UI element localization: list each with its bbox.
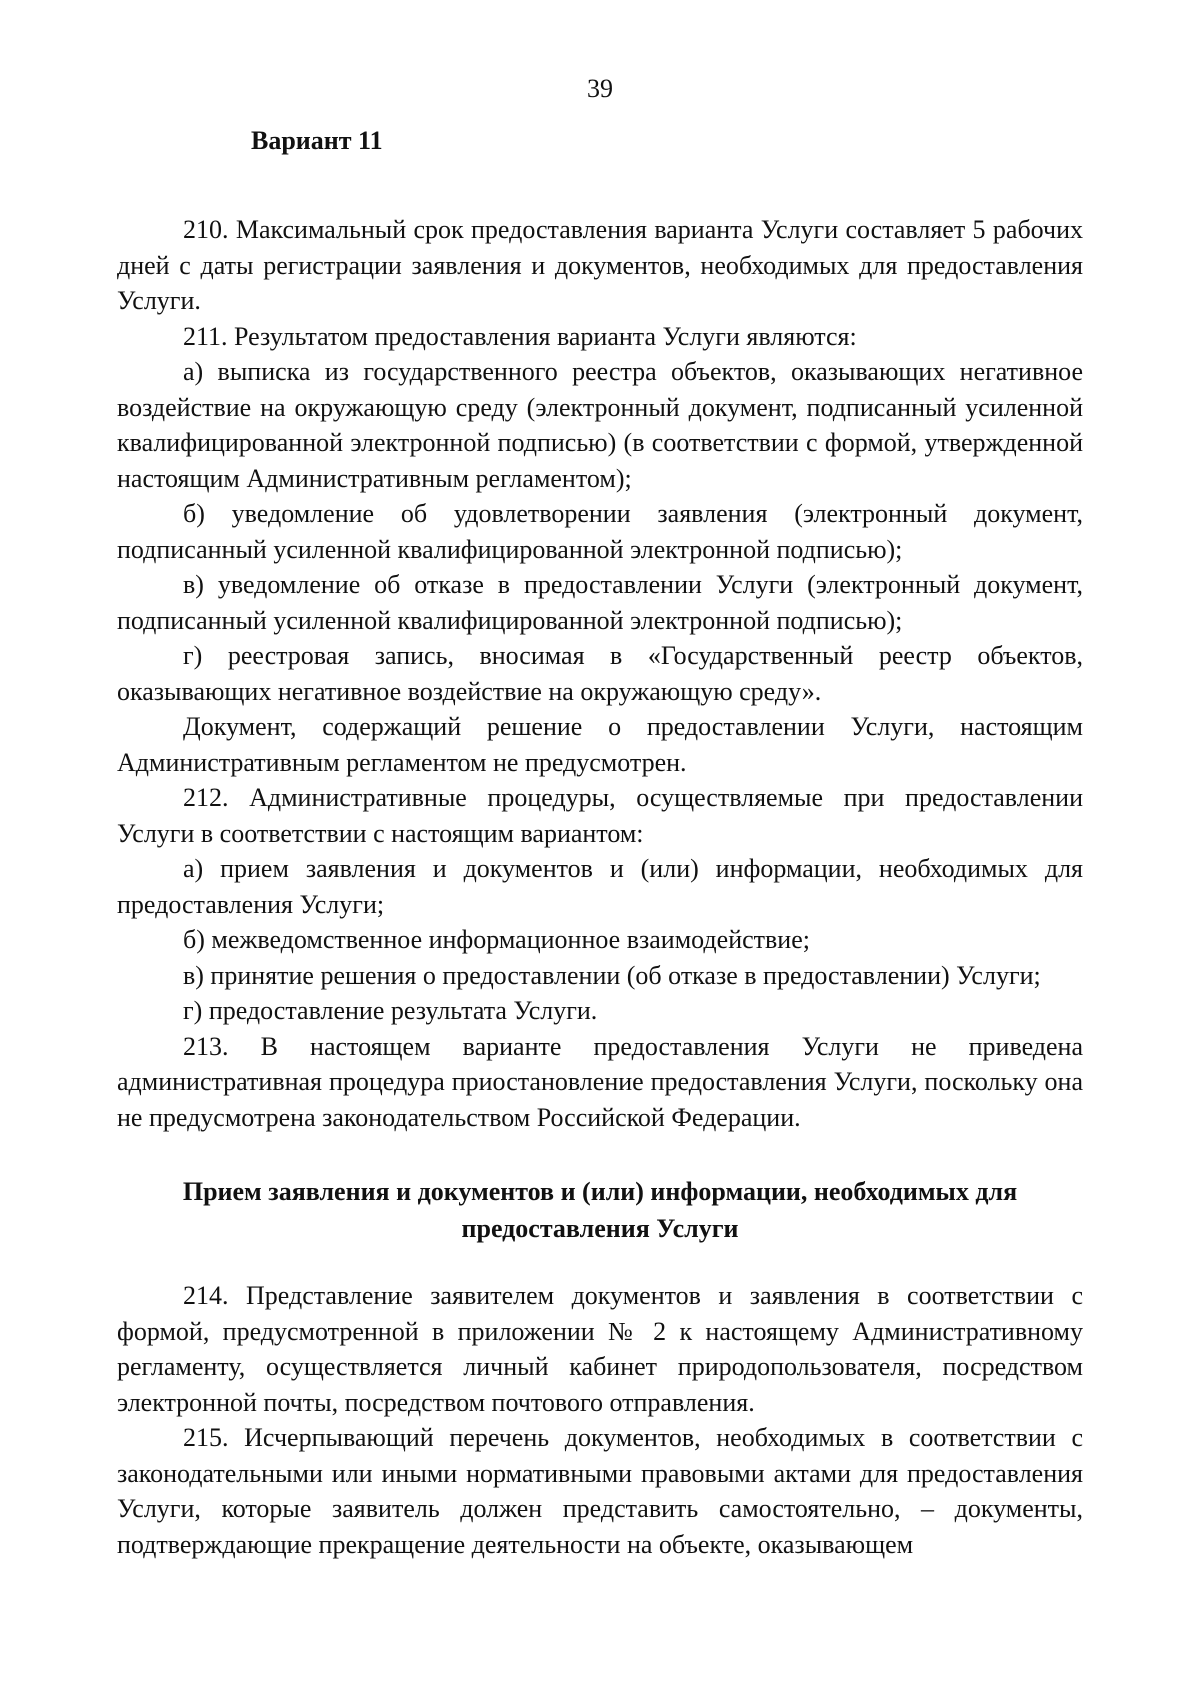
paragraph-211: 211. Результатом предоставления варианта Услуги являются: bbox=[183, 321, 857, 351]
paragraph-212-g: г) предоставление результата Услуги. bbox=[183, 996, 598, 1025]
paragraph-212-b: б) межведомственное информационное взаимодействие; bbox=[183, 925, 810, 954]
paragraph-211-b: б) уведомление об удовлетворении заявления (электронный документ, подписанный усиленной квалифицированной электронной подписью); bbox=[117, 499, 1083, 564]
paragraph-214: 214. Представление заявителем документов и заявления в соответствии с формой, предусмотренной в приложении № 2 к настоящему Административному регламенту, осуществляется личный кабинет природопользователя, посредством электронной почты, посредством почтового отправления. bbox=[117, 1281, 1083, 1417]
section-heading-line-2: предоставления Услуги bbox=[461, 1214, 739, 1243]
paragraph-210: 210. Максимальный срок предоставления варианта Услуги составляет 5 рабочих дней с даты регистрации заявления и документов, необходимых для предоставления Услуги. bbox=[117, 215, 1083, 315]
paragraph-212: 212. Административные процедуры, осуществляемые при предоставлении Услуги в соответствии с настоящим вариантом: bbox=[117, 783, 1083, 848]
text-block-2 bbox=[117, 1278, 1083, 1562]
page-number: 39 bbox=[587, 74, 613, 103]
paragraph-211-g: г) реестровая запись, вносимая в «Государственный реестр объектов, оказывающих негативное воздействие на окружающую среду». bbox=[117, 641, 1083, 706]
paragraph-211-v: в) уведомление об отказе в предоставлении Услуги (электронный документ, подписанный усиленной квалифицированной электронной подписью); bbox=[117, 570, 1083, 635]
paragraph-213: 213. В настоящем варианте предоставления Услуги не приведена административная процедура приостановление предоставления Услуги, поскольку она не предусмотрена законодательством Российской Федерации. bbox=[117, 1031, 1083, 1132]
paragraph-211-a: а) выписка из государственного реестра объектов, оказывающих негативное воздействие на окружающую среду (электронный документ, подписанный усиленной квалифицированной электронной подписью) (в соответствии с формой, утвержденной настоящим Административным регламентом); bbox=[117, 357, 1083, 493]
paragraph-decision-note: Документ, содержащий решение о предоставлении Услуги, настоящим Административным регламентом не предусмотрен. bbox=[117, 712, 1083, 777]
section-heading-line-1: Прием заявления и документов и (или) информации, необходимых для bbox=[182, 1177, 1018, 1206]
paragraph-212-v: в) принятие решения о предоставлении (об отказе в предоставлении) Услуги; bbox=[183, 960, 1041, 990]
paragraph-215: 215. Исчерпывающий перечень документов, необходимых в соответствии с законодательными или иными нормативными правовыми актами для предоставления Услуги, которые заявитель должен представить самостоятельно, – документы, подтверждающие прекращение деятельности на объекте, оказывающем bbox=[117, 1423, 1083, 1559]
section-heading bbox=[117, 1173, 1083, 1247]
paragraph-212-a: а) прием заявления и документов и (или) информации, необходимых для предоставления Услуги; bbox=[117, 854, 1083, 919]
variant-heading: Вариант 11 bbox=[251, 126, 383, 155]
text-block-1 bbox=[117, 212, 1083, 1135]
